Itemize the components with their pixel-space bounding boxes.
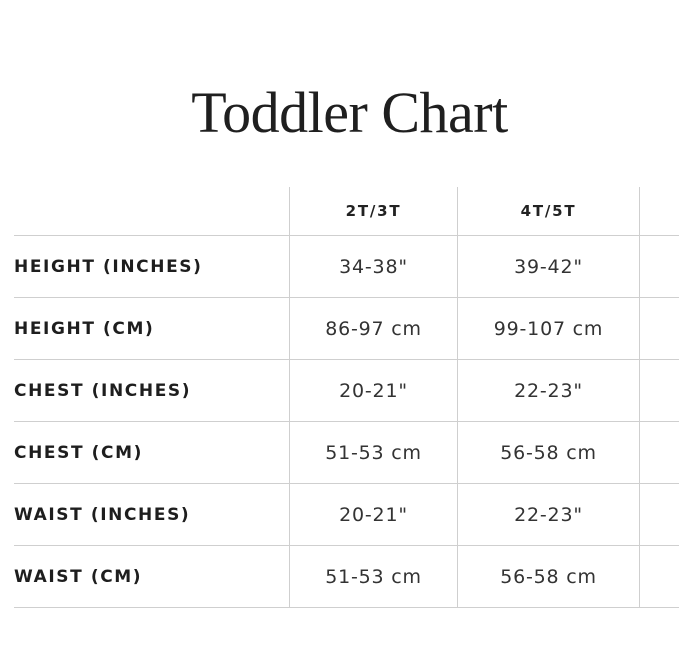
header-cell-empty: [14, 187, 289, 235]
row-label: HEIGHT (INCHES): [14, 256, 203, 277]
row-value: 39-42": [457, 236, 639, 297]
row-value: [639, 546, 679, 607]
row-label: HEIGHT (CM): [14, 318, 155, 339]
row-value: 20-21": [289, 484, 457, 545]
table-row: [14, 360, 679, 422]
table-row: [14, 236, 679, 298]
table-row: [14, 298, 679, 360]
row-value: 56-58 cm: [457, 546, 639, 607]
row-value: [639, 236, 679, 297]
row-value: 34-38": [289, 236, 457, 297]
header-cell-next: [639, 187, 679, 235]
row-label: CHEST (CM): [14, 442, 144, 463]
size-chart-table: [14, 187, 679, 608]
table-row: [14, 484, 679, 546]
row-value: 22-23": [457, 360, 639, 421]
row-label: WAIST (INCHES): [14, 504, 191, 525]
row-label: CHEST (INCHES): [14, 380, 192, 401]
row-value: 22-23": [457, 484, 639, 545]
row-label: WAIST (CM): [14, 566, 143, 587]
row-value: 56-58 cm: [457, 422, 639, 483]
table-row: [14, 546, 679, 608]
header-cell-2t-3t: 2T/3T: [289, 187, 457, 235]
row-value: 51-53 cm: [289, 546, 457, 607]
table-row: [14, 422, 679, 484]
row-value: 51-53 cm: [289, 422, 457, 483]
page-title: Toddler Chart: [191, 80, 508, 145]
table-header-row: [14, 187, 679, 236]
row-value: [639, 484, 679, 545]
row-value: 99-107 cm: [457, 298, 639, 359]
row-value: [639, 422, 679, 483]
row-value: 86-97 cm: [289, 298, 457, 359]
row-value: [639, 360, 679, 421]
row-value: 20-21": [289, 360, 457, 421]
header-cell-4t-5t: 4T/5T: [457, 187, 639, 235]
row-value: [639, 298, 679, 359]
